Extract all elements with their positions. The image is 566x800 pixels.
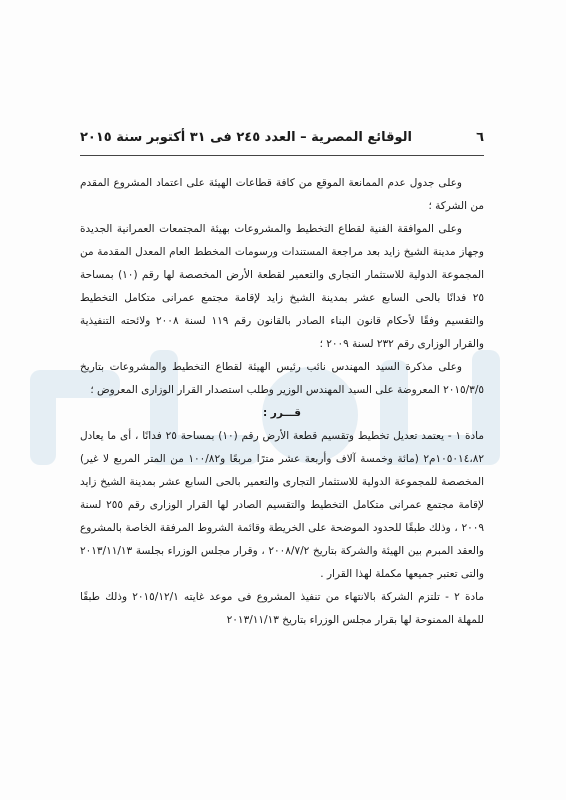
page-header <box>80 130 484 152</box>
decision-heading: قـــرر : <box>262 407 302 419</box>
paragraph: وعلى الموافقة الفنية لقطاع التخطيط والمشروعات بهيئة المجتمعات العمرانية الجديدة وجهاز مدينة الشيخ زايد بعد مراجعة المستندات ورسومات المخطط العام المعدل المقدمة من المجموعة الدولية للاستثمار التجارى والتعمير لقطعة الأرض المخصصة لها رقم (١٠) بمساحة ٢٥ فدانًا بالحى السابع عشر بمدينة الشيخ زايد لإقامة مجتمع عمرانى متكامل التخطيط والتقسيم وفقًا لأحكام قانون البناء الصادر بالقانون رقم ١١٩ لسنة ٢٠٠٨ ولائحته التنفيذية والقرار الوزارى رقم ٢٣٢ لسنة ٢٠٠٩ ؛ <box>80 223 484 350</box>
document-body <box>80 172 484 632</box>
header-divider <box>80 155 484 156</box>
paragraph: وعلى جدول عدم الممانعة الموقع من كافة قطاعات الهيئة على اعتماد المشروع المقدم من الشركة ؛ <box>80 177 484 212</box>
article: مادة ٢ - تلتزم الشركة بالانتهاء من تنفيذ المشروع فى موعد غايته ٢٠١٥/١٢/١ وذلك طبقًا للمهلة الممنوحة لها بقرار مجلس الوزراء بتاريخ ٢٠١٣/١١/١٣ <box>80 591 484 626</box>
running-title: الوقائع المصرية – العدد ٢٤٥ فى ٣١ أكتوبر سنة ٢٠١٥ <box>80 130 412 145</box>
page-number: ٦ <box>476 130 484 145</box>
article: مادة ١ - يعتمد تعديل تخطيط وتقسيم قطعة الأرض رقم (١٠) بمساحة ٢٥ فدانًا ، أى ما يعادل ١٠٥٠١٤،٨٢م٢ (مائة وخمسة آلاف وأربعة عشر مترًا مربعًا و١٠٠/٨٢ من المتر المربع لا غير) المخصصة للمجموعة الدولية للاستثمار التجارى والتعمير بالحى السابع عشر بمدينة الشيخ زايد لإقامة مجتمع عمرانى متكامل التخطيط والتقسيم الصادر لها القرار الوزارى رقم ٢٥٥ لسنة ٢٠٠٩ ، وذلك طبقًا للحدود الموضحة على الخريطة وقائمة الشروط المرفقة الخاصة بالمشروع والعقد المبرم بين الهيئة والشركة بتاريخ ٢٠٠٨/٧/٢ ، وقرار مجلس الوزراء بجلسة ٢٠١٣/١١/١٣ والتى تعتبر جميعها مكملة لهذا القرار . <box>80 430 485 580</box>
paragraph: وعلى مذكرة السيد المهندس نائب رئيس الهيئة لقطاع التخطيط والمشروعات بتاريخ ٢٠١٥/٣/٥ المعروضة على السيد المهندس الوزير وطلب استصدار القرار الوزارى المعروض ؛ <box>80 361 484 396</box>
